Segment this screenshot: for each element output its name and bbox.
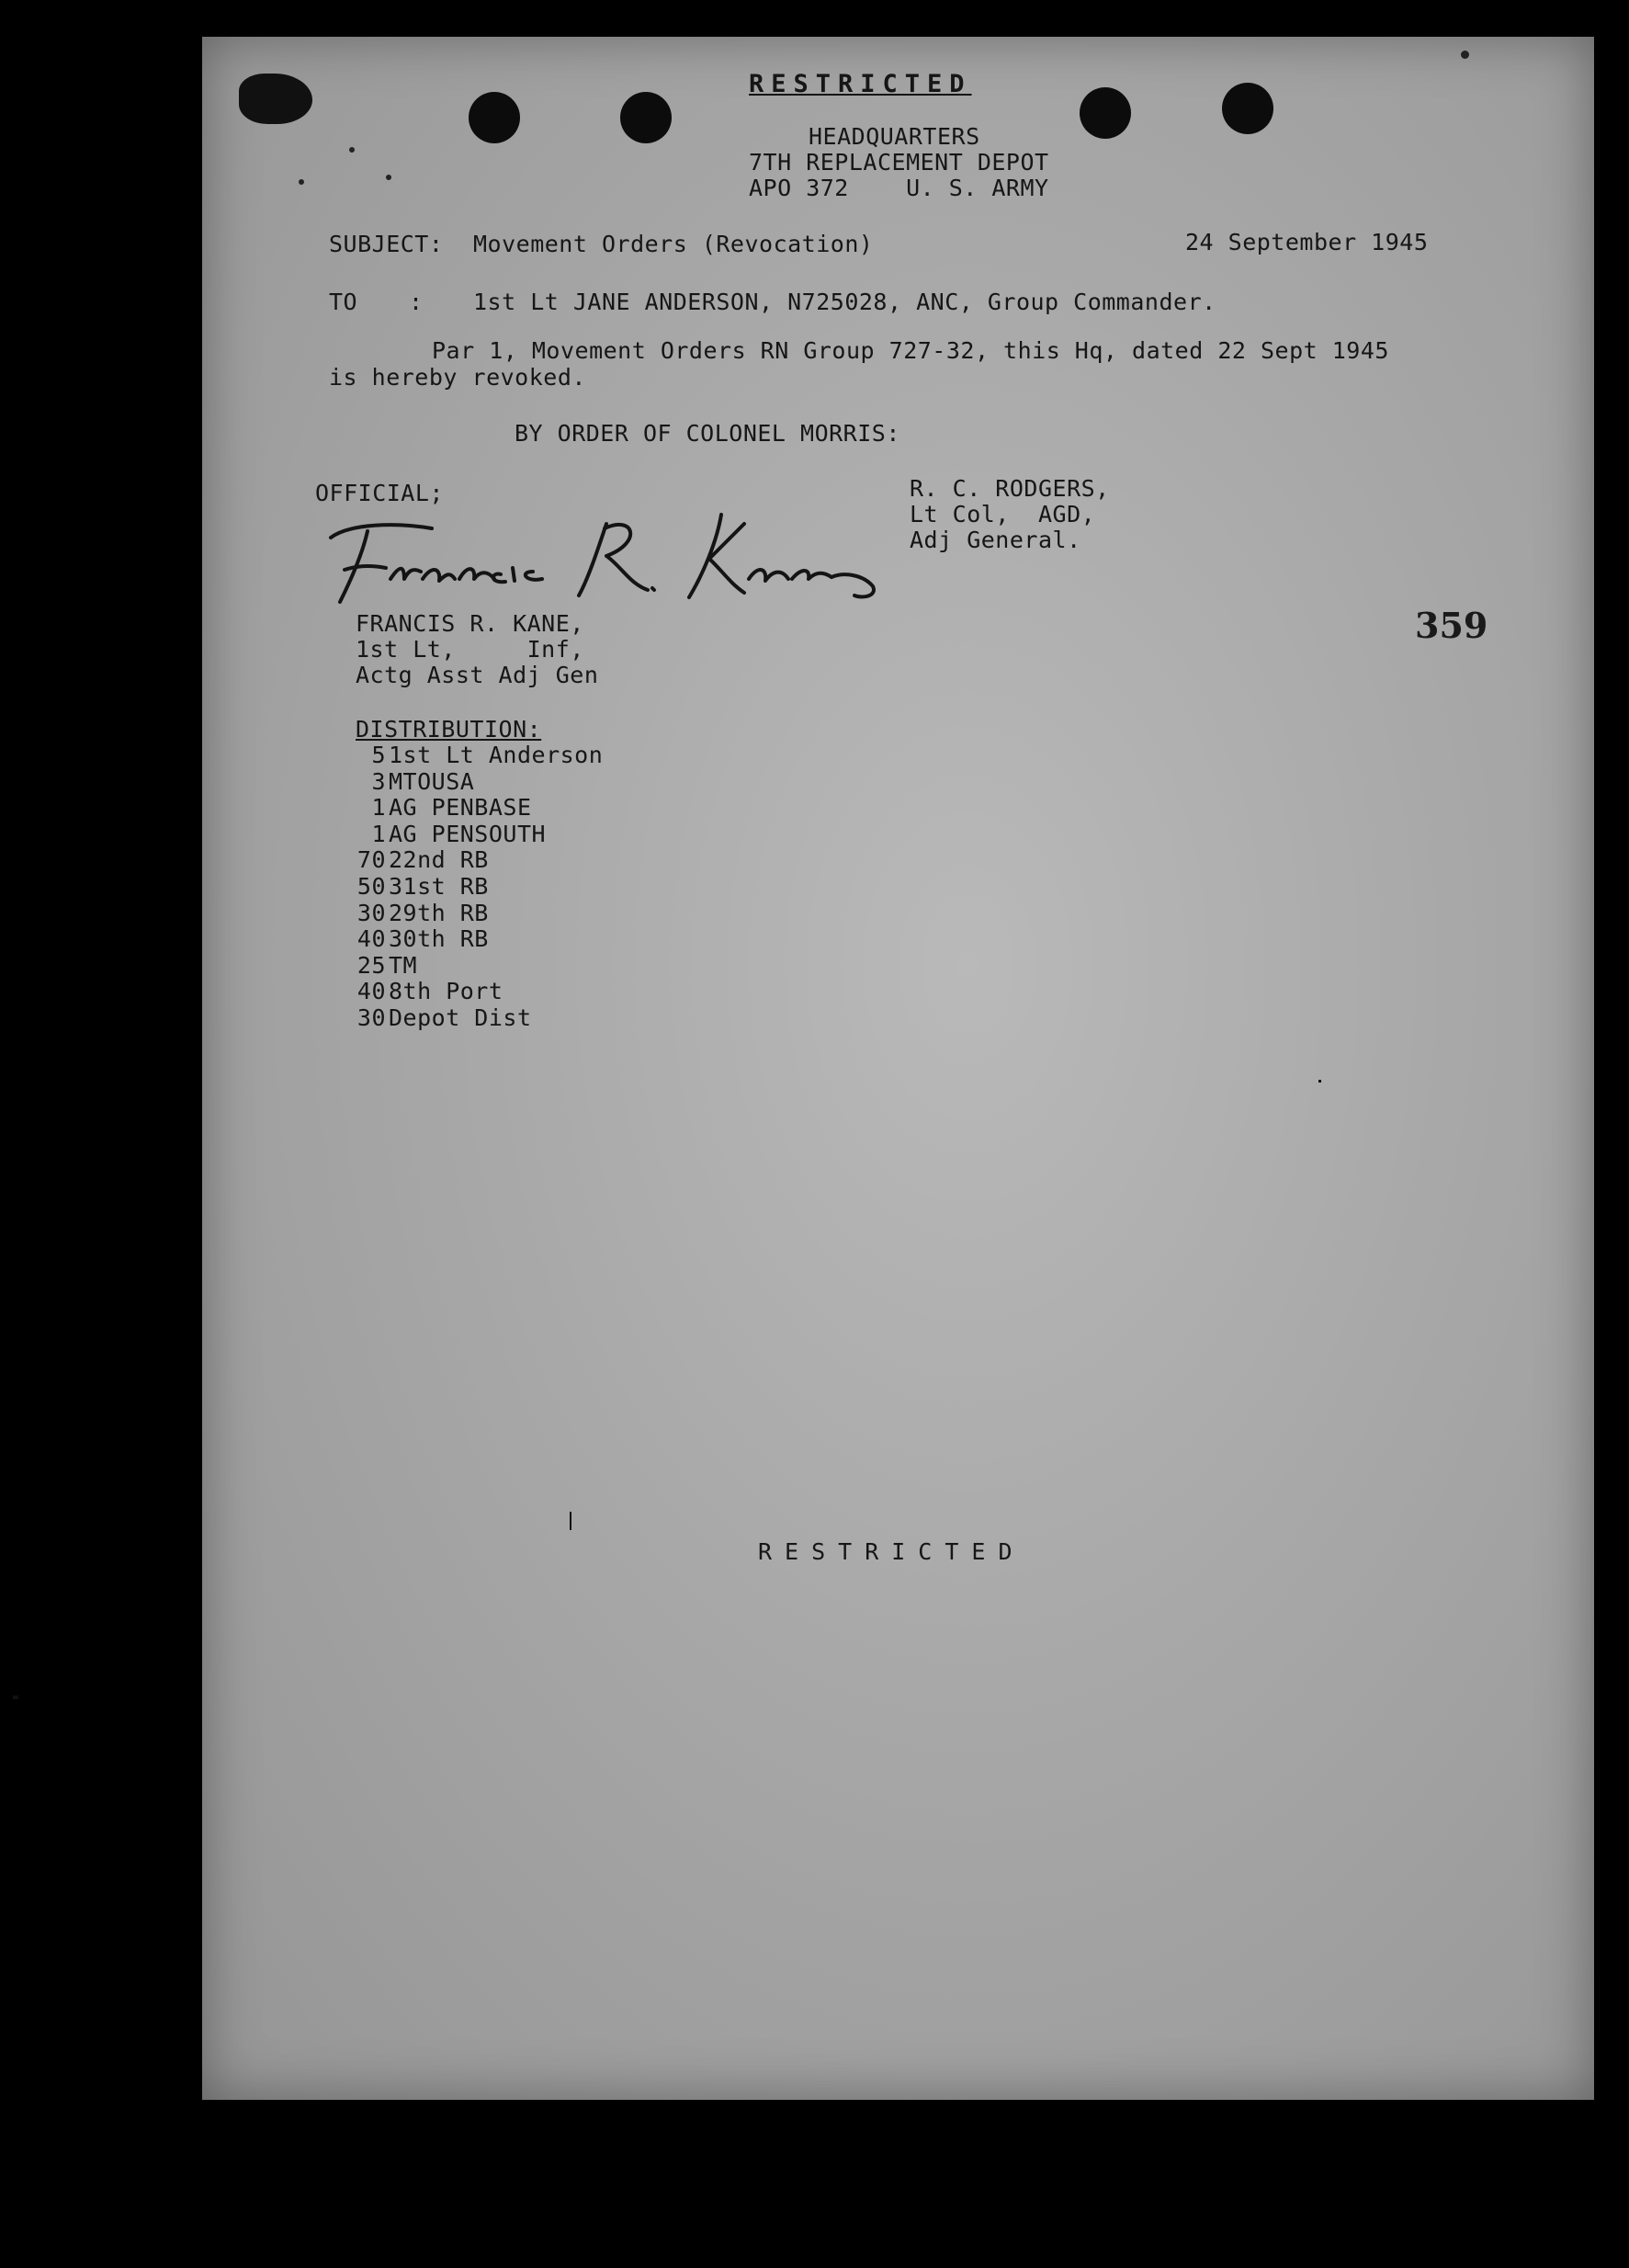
distribution-qty: 1 [371, 794, 386, 822]
distribution-recipient: TM [389, 951, 418, 979]
distribution-recipient: AG PENBASE [389, 794, 532, 822]
stray-mark [570, 1512, 571, 1530]
punch-hole [1222, 83, 1273, 134]
distribution-recipient: 22nd RB [389, 846, 489, 874]
distribution-recipient: 8th Port [389, 978, 503, 1005]
to-separator: : [409, 289, 424, 315]
distribution-qty: 5 [371, 742, 386, 768]
distribution-recipient: 30th RB [389, 925, 489, 953]
distribution-recipient: 29th RB [389, 899, 489, 926]
punch-hole [1080, 87, 1131, 139]
paper-sheet [202, 37, 1594, 2100]
classification-bottom: RESTRICTED [758, 1538, 1025, 1565]
distribution-recipient: AG PENSOUTH [389, 820, 547, 847]
punch-hole [620, 92, 672, 143]
distribution-recipient: MTOUSA [389, 767, 475, 795]
commander-name: R. C. RODGERS, [910, 475, 1110, 502]
distribution-qty: 30 [356, 899, 386, 926]
page-number: 359 [1415, 605, 1488, 646]
body-line-1: Par 1, Movement Orders RN Group 727-32, this Hq, dated 22 Sept 1945 [432, 337, 1389, 364]
by-order-line: BY ORDER OF COLONEL MORRIS: [515, 420, 900, 447]
classification-top: RESTRICTED [749, 70, 972, 98]
official-label: OFFICIAL; [315, 480, 444, 506]
commander-rank: Lt Col, AGD, [910, 501, 1096, 527]
stray-mark [1318, 1080, 1321, 1083]
document-date: 24 September 1945 [1185, 229, 1429, 255]
to-recipient: 1st Lt JANE ANDERSON, N725028, ANC, Group Commander. [473, 289, 1216, 315]
handwritten-signature [312, 487, 900, 611]
body-line-2: is hereby revoked. [329, 364, 586, 391]
subject-text: Movement Orders (Revocation) [473, 231, 874, 257]
ink-speck [299, 179, 304, 185]
ink-speck [386, 175, 391, 180]
to-label: TO [329, 289, 358, 315]
ink-speck [349, 147, 355, 153]
ink-blot [239, 74, 312, 124]
distribution-qty: 1 [371, 820, 386, 847]
official-rank: 1st Lt, Inf, [356, 636, 584, 663]
distribution-qty: 70 [356, 846, 386, 874]
distribution-heading: DISTRIBUTION: [356, 716, 542, 743]
distribution-qty: 25 [356, 951, 386, 979]
ink-speck [1461, 51, 1469, 59]
commander-title: Adj General. [910, 527, 1081, 553]
distribution-recipient: 31st RB [389, 873, 489, 900]
unit-line-1: HEADQUARTERS [809, 123, 980, 150]
distribution-recipient: Depot Dist [389, 1004, 532, 1031]
distribution-qty: 40 [356, 925, 386, 953]
distribution-qty: 30 [356, 1004, 386, 1031]
official-name: FRANCIS R. KANE, [356, 610, 584, 637]
punch-hole [469, 92, 520, 143]
stray-mark [13, 1695, 18, 1699]
unit-line-3: APO 372 U. S. ARMY [749, 175, 1049, 201]
distribution-qty: 50 [356, 873, 386, 900]
distribution-qty: 3 [371, 767, 386, 795]
unit-line-2: 7TH REPLACEMENT DEPOT [749, 149, 1049, 176]
distribution-recipient: 1st Lt Anderson [389, 742, 604, 768]
distribution-qty: 40 [356, 978, 386, 1005]
subject-label: SUBJECT: [329, 231, 444, 257]
official-title: Actg Asst Adj Gen [356, 662, 599, 688]
